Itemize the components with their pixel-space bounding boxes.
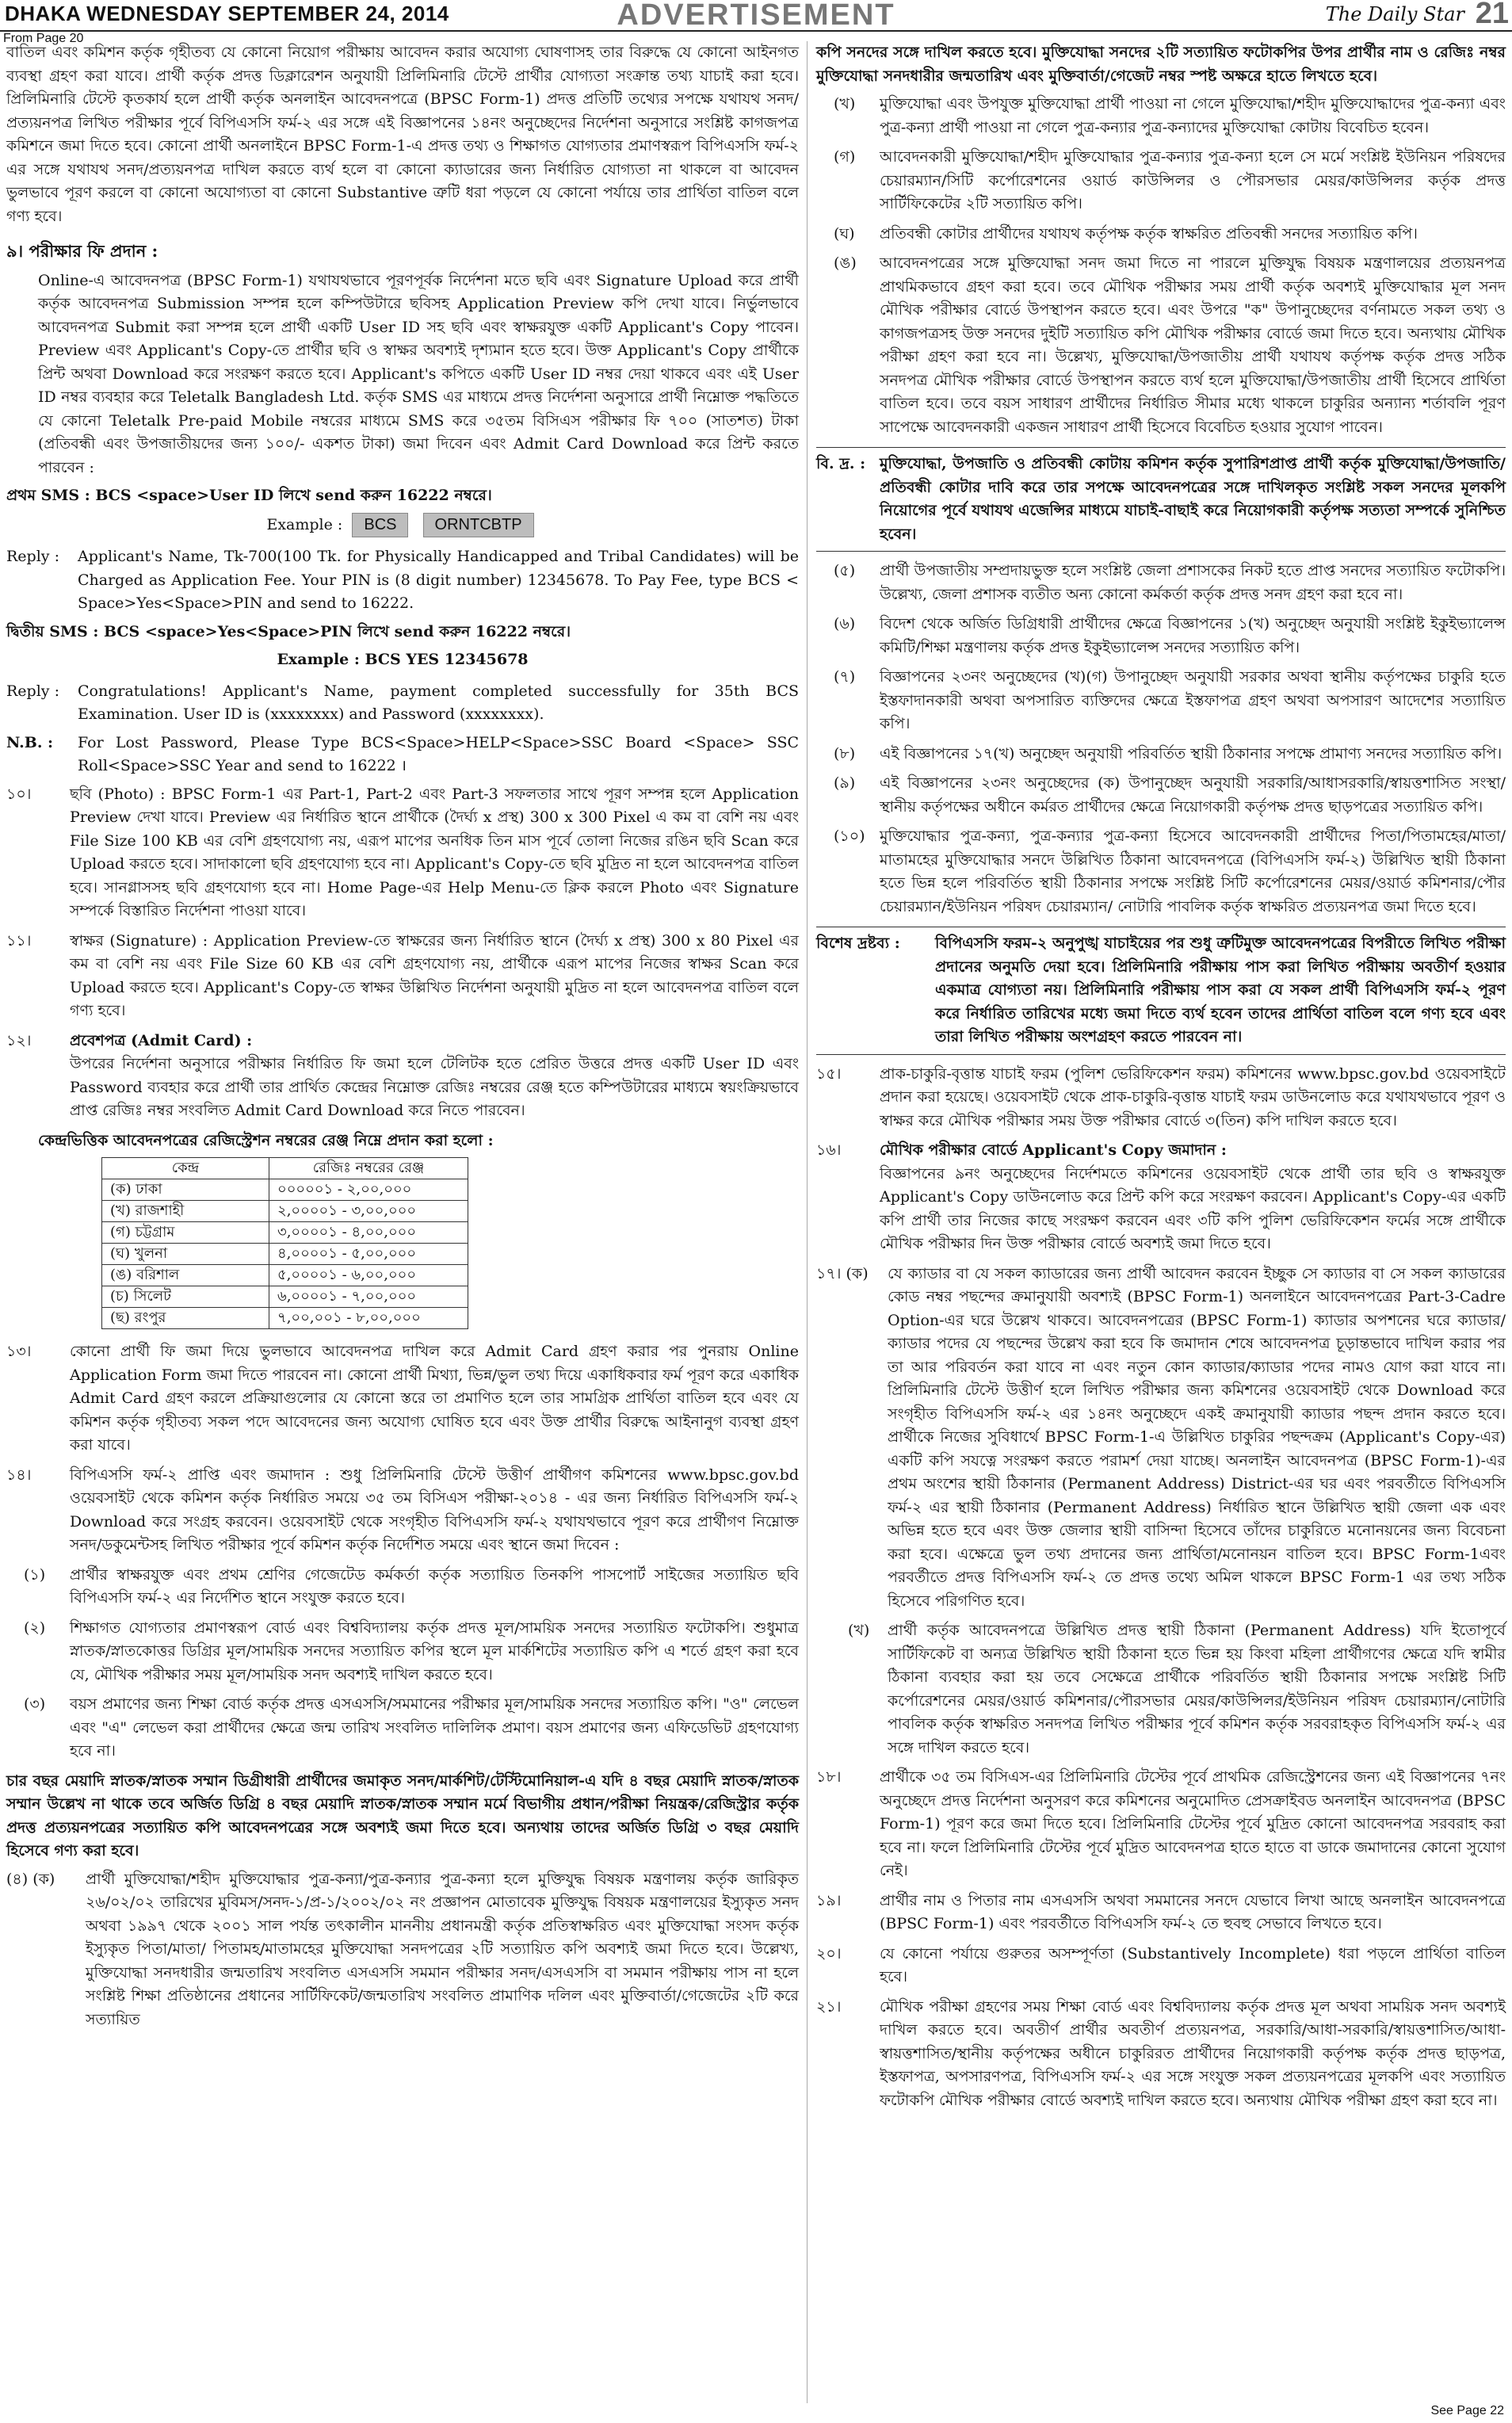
section-10-body: ছবি (Photo) : BPSC Form-1 এর Part-1, Part-2 এবং Part-3 সফলতার সাথে পূরণ সম্পন্ন হলে Application Preview দেখা যাবে। Preview এর নির্ধারিত স্থানে প্রার্থীকে (দৈর্ঘ্য x প্রস্থ) 300 x 300 Pixel এ কম বা বেশি নয় এবং File Size 100 KB এর বেশি গ্রহণযোগ্য নয়, এরূপ মাপের অনধিক তিন মাস পূর্বে তোলা নিজের রঙিন ছবি Scan করে Upload করতে হবে। সাদাকালো ছবি গ্রহণযোগ্য হবে না। Applicant's Copy-তে ছবি মুদ্রিত না হলে আবেদনপত্র বাতিল হবে। সানগ্লাসসহ ছবি গ্রহণযোগ্য হবে না। Home Page-এর Help Menu-তে ক্লিক করলে Photo এবং Signature সম্পর্কে বিস্তারিত নির্দেশনা পাওয়া যাবে। [70,785,799,919]
list-item-text: এই বিজ্ঞাপনের ২৩নং অনুচ্ছেদের (ক) উপানুচ্ছেদ অনুযায়ী সরকারি/আধাসরকারি/স্বায়ত্তশাসিত সংস্থা/স্থানীয় কর্তৃপক্ষের অধীনে কর্মরত প্রার্থীদের ক্ষেত্রে নিয়োগকারী কর্তৃপক্ষ প্রদত্ত ছাড়পত্রের সত্যায়িত কপি। [880,774,1506,816]
list-item-text: প্রার্থী মুক্তিযোদ্ধা/শহীদ মুক্তিযোদ্ধার পুত্র-কন্যা/পুত্র-কন্যার পুত্র-কন্যা হলে মুক্তিযুদ্ধ বিষয়ক মন্ত্রণালয় কর্তৃক জারিকৃত ২৬/০২/০২ তারিখের মুবিমস/সনদ-১/প্র-১/২০০২/০২ নং প্রজ্ঞাপন মোতাবেক মুক্তিযুদ্ধ বিষয়ক মন্ত্রণালয়ের ইস্যুকৃত সনদ অথবা ১৯৯৭ থেকে ২০০১ সাল পর্যন্ত তৎকালীন মাননীয় প্রধানমন্ত্রী কর্তৃক প্রতিস্বাক্ষরিত এবং মুক্তিযোদ্ধা সংসদ কর্তৃক ইস্যুকৃত পিতা/মাতা/ পিতামহ/মাতামহের মুক্তিযোদ্ধা সনদপত্রের ২টি সত্যায়িত কপি অবশ্যই জমা দিতে হবে। উল্লেখ্য, মুক্তিযোদ্ধা সনদধারীর জন্মতারিখ সংবলিত এসএসসি সমমান পরীক্ষার সনদ/এসএসসি বা সমমান পরীক্ষায় পাস না হলে সংশ্লিষ্ট শিক্ষা প্রতিষ্ঠানের প্রধানের সার্টিফিকেট/জন্মতারিখ সংবলিত প্রামাণিক দলিল এবং মুক্তিবার্তা/গেজেটের ২টি করে সত্যায়িত [86,1870,799,2028]
section-number: ১২। [6,1031,32,1049]
list-item [816,613,1506,659]
section-number: (খ) [848,1622,870,1639]
section-number: ১১। [6,931,32,950]
nb-text: For Lost Password, Please Type BCS<Space>HELP<Space>SSC Board <Space> SSC Roll<Space>SSC Year and send to 16222 । [78,733,799,774]
table-cell: ২,০০০০১ - ৩,০০,০০০ [269,1201,468,1222]
list-item-number: (৩) [24,1695,46,1713]
registration-range-table [101,1157,468,1329]
table-row [102,1179,468,1201]
column-divider [807,41,808,2403]
from-page-link[interactable]: From Page 20 [3,32,84,45]
sms-1-example [6,513,799,538]
section-title: ADVERTISEMENT [617,0,895,32]
sms-2: দ্বিতীয় SMS : BCS <space>Yes<Space>PIN লিখে send করুন 16222 নম্বরে। [6,622,571,640]
table-header: রেজিঃ নম্বরের রেঞ্জ [269,1158,468,1179]
list-item-text: বিদেশ থেকে অর্জিত ডিগ্রিধারী প্রার্থীদের ক্ষেত্রে বিজ্ঞাপনের ১(খ) অনুচ্ছেদ অনুযায়ী সংশ্লিষ্ট ইকুইভ্যালেন্স কমিটি/শিক্ষা মন্ত্রণালয় কর্তৃক প্রদত্ত ইকুইভ্যালেন্স সনদের সত্যায়িত কপি। [880,615,1506,656]
special-note-label: বিশেষ দ্রষ্টব্য : [816,934,900,952]
special-note [816,927,1506,1055]
right-column [816,41,1506,2119]
note-block [816,447,1506,552]
section-19 [816,1890,1506,1936]
section-11 [6,930,799,1023]
section-16-content [880,1139,1506,1256]
section-16 [816,1139,1506,1256]
nb-note [6,732,799,778]
section-number: ১৬। [816,1141,842,1159]
note-label: বি. দ্র. : [816,455,866,472]
list-item-text: এই বিজ্ঞাপনের ১৭(খ) অনুচ্ছেদ অনুযায়ী পরিবর্তিত স্থায়ী ঠিকানার সপক্ষে প্রামাণ্য সনদের সত্যায়িত কপি। [880,744,1502,762]
list-item-text: আবেদনপত্রের সঙ্গে মুক্তিযোদ্ধা সনদ জমা দিতে না পারলে মুক্তিযুদ্ধ বিষয়ক মন্ত্রণালয়ের প্রত্যয়নপত্র প্রাথমিকভাবে গ্রহণ করা হবে। তবে মৌখিক পরীক্ষার সময় প্রার্থী কর্তৃক অবশ্যই মুক্তিযোদ্ধার মূল সনদ মৌখিক পরীক্ষার বোর্ডে উপস্থাপন করতে হবে। এবং উপরে "ক" উপানুচ্ছেদের বর্ণনামতে সকল তথ্য ও কাগজপত্রসহ উক্ত সনদের দুইটি সত্যায়িত কপি মৌখিক পরীক্ষার বোর্ডে জমা দিতে হবে। অন্যথায় মৌখিক পরীক্ষা গ্রহণ করা হবে না। উল্লেখ্য, মুক্তিযোদ্ধা/উপজাতীয় প্রার্থী যথাযথ কর্তৃপক্ষ কর্তৃক প্রদত্ত সঠিক সনদপত্র মৌখিক পরীক্ষার বোর্ডে উপস্থাপন করতে ব্যর্থ হলে মুক্তিযোদ্ধা/উপজাতীয় প্রার্থী হিসেবে প্রার্থিতা বাতিল হবে। তবে বয়স সাধারণ প্রার্থীদের নির্ধারিত সীমার মধ্যে থাকলে চাকুরির অন্যান্য শর্তাবলি পূরণ সাপেক্ষে আবেদনকারী একজন সাধারণ প্রার্থী হিসেবে বিবেচিত হওয়ার সুযোগ পাবেন। [880,254,1506,436]
section-number: ১৯। [816,1891,842,1909]
section-number: ২১। [816,1997,842,2016]
section-number: ১০। [6,785,32,803]
masthead [0,0,1512,32]
table-cell: (ঘ) খুলনা [102,1244,269,1265]
list-item [816,223,1506,247]
list-item-number: (খ) [834,95,856,113]
page-number: 21 [1475,0,1509,30]
list-item-text: প্রতিবন্ধী কোটার প্রার্থীদের যথাযথ কর্তৃপক্ষ কর্তৃক স্বাক্ষরিত প্রতিবন্ধী সনদের সত্যায়িত কপি। [880,224,1418,243]
note-text: মুক্তিযোদ্ধা, উপজাতি ও প্রতিবন্ধী কোটায় কমিশন কর্তৃক সুপারিশপ্রাপ্ত প্রার্থী কর্তৃক মুক্তিযোদ্ধা/উপজাতি/প্রতিবন্ধী কোটার দাবি করে তার সপক্ষে আবেদনপত্রের সঙ্গে দাখিলকৃত সংশ্লিষ্ট সকল সনদের মূলকপি নিয়োগের পূর্বে যথাযথ এজেন্সির মাধ্যমে যাচাই-বাছাই করে নিয়োগকারী কর্তৃপক্ষ সত্যতা সম্পর্কে সুনিশ্চিত হবেন। [880,455,1506,543]
masthead-date-text: WEDNESDAY SEPTEMBER 24, 2014 [86,2,449,25]
range-table-caption: কেন্দ্রভিত্তিক আবেদনপত্রের রেজিস্ট্রেশন নম্বরের রেঞ্জ নিম্নে প্রদান করা হলো : [38,1131,494,1149]
section-18-body: প্রার্থীকে ৩৫ তম বিসিএস-এর প্রিলিমিনারি টেস্টের পূর্বে প্রাথমিক রেজিস্ট্রেশনের জন্য এই বিজ্ঞাপনের ৭নং অনুচ্ছেদে প্রদত্ত নির্দেশনা অনুসরণ করে কমিশনের অনুমোদিত প্রেসক্রাইবড অনলাইন আবেদনপত্র (BPSC Form-1) পূরণ করে জমা দিতে হবে। প্রিলিমিনারি টেস্টের পূর্বে মুদ্রিত কোনো আবেদনপত্র সরবরাহ করা হবে না। ফলে প্রিলিমিনারি টেস্টের পূর্বে মুদ্রিত আবেদনপত্র হাতে হাতে বা ডাকে জমাদানের কোনো সুযোগ নেই। [880,1768,1506,1879]
section-16-body: বিজ্ঞাপনের ৯নং অনুচ্ছেদের নির্দেশমতে কমিশনের ওয়েবসাইট থেকে প্রার্থী তার ছবি ও স্বাক্ষরযুক্ত Applicant's Copy ডাউনলোড করে প্রিন্ট কপি করে সংরক্ষণ করবেন। Applicant's Copy-এর একটি কপি প্রার্থী তার নিজের কাছে সংরক্ষণ করবেন এবং ৩টি কপি পুলিশ ভেরিফিকেশন ফর্মের সঙ্গে প্রার্থীকে মৌখিক পরীক্ষার দিন উক্ত পরীক্ষার বোর্ডে অবশ্যই জমা দিতে হবে। [880,1164,1506,1252]
list-item-number: (১০) [834,827,865,845]
table-cell: ৫,০০০০১ - ৬,০০,০০০ [269,1265,468,1286]
section-14 [6,1464,799,1557]
example-box-bcs: BCS [352,513,408,538]
list-item-number: (৭) [834,668,856,686]
table-cell: ৩,০০০০১ - ৪,০০,০০০ [269,1222,468,1244]
section-18 [816,1766,1506,1883]
special-note-text: বিপিএসসি ফরম-২ অনুপুঙ্খ যাচাইয়ের পর শুধু ত্রুটিমুক্ত আবেদনপত্রের বিপরীতে লিখিত পরীক্ষা প্রদানের অনুমতি দেয়া হবে। প্রিলিমিনারি পরীক্ষায় পাস করা লিখিত পরীক্ষায় অবতীর্ণ হওয়ার একমাত্র যোগ্যতা নয়। প্রিলিমিনারি পরীক্ষায় পাস করা যে সকল প্রার্থী বিপিএসসি ফর্ম-২ পূরণ করে নির্ধারিত তারিখের মধ্যে জমা দিতে ব্যর্থ হবেন তাদের প্রার্থিতা বাতিল বলে গণ্য হবে এবং তারা লিখিত পরীক্ষায় অংশগ্রহণ করতে পারবেন না। [935,934,1506,1045]
table-row [102,1244,468,1265]
section-10 [6,783,799,923]
table-row [102,1265,468,1286]
section-19-body: প্রার্থীর নাম ও পিতার নাম এসএসসি অথবা সমমানের সনদে যেভাবে লিখা আছে অনলাইন আবেদনপত্রে (BPSC Form-1) এবং পরবর্তীতে বিপিএসসি ফর্ম-২ তে হুবহু সেভাবে লিখতে হবে। [880,1891,1506,1932]
section-21 [816,1996,1506,2113]
list-item [816,93,1506,139]
table-cell: ০০০০০১ - ২,০০,০০০ [269,1179,468,1201]
list-item-number: (ঘ) [834,224,855,243]
section-14-body: বিপিএসসি ফর্ম-২ প্রাপ্তি এবং জমাদান : শুধু প্রিলিমিনারি টেস্টে উত্তীর্ণ প্রার্থীগণ কমিশনের www.bpsc.gov.bd ওয়েবসাইট থেকে কমিশন কর্তৃক নির্ধারিত সময়ে ৩৫ তম বিসিএস পরীক্ষা-২০১৪ - এর জন্য নির্ধারিত বিপিএসসি ফর্ম-২ Download করে সংগ্রহ করবেন। ওয়েবসাইট থেকে সংগৃহীত বিপিএসসি ফর্ম-২ যথাযথভাবে পূরণ করে প্রার্থীগণ নিম্নোক্ত সনদ/ডকুমেন্টসহ লিখিত পরীক্ষার পূর্বে কমিশন কর্তৃক নির্দেশিত সময়ে এবং স্থানে জমা দিবেন : [70,1466,799,1554]
masthead-city: DHAKA [5,2,81,25]
continued-paragraph: কপি সনদের সঙ্গে দাখিল করতে হবে। মুক্তিযোদ্ধা সনদের ২টি সত্যায়িত ফটোকপির উপর প্রার্থীর নাম ও রেজিঃ নম্বর মুক্তিযোদ্ধা সনদধারীর জন্মতারিখ এবং মুক্তিবার্তা/গেজেট নম্বর স্পষ্ট অক্ষরে হাতে লিখতে হবে। [816,44,1506,85]
sms-2-example: Example : BCS YES 12345678 [277,651,529,668]
section-9-title: ৯। পরীক্ষার ফি প্রদান : [6,241,158,261]
table-cell: (চ) সিলেট [102,1286,269,1308]
sms-1: প্রথম SMS : BCS <space>User ID লিখে send করুন 16222 নম্বরে। [6,487,492,504]
section-15 [816,1063,1506,1133]
brand-logo: The Daily Star [1325,3,1464,25]
section-number: ১৫। [816,1064,842,1083]
list-item-text: শিক্ষাগত যোগ্যতার প্রমাণস্বরূপ বোর্ড এবং বিশ্ববিদ্যালয় কর্তৃক প্রদত্ত মূল/সাময়িক সনদের সত্যায়িত ফটোকপি। শুধুমাত্র স্নাতক/স্নাতকোত্তর ডিগ্রির মূল/সাময়িক সনদের সত্যায়িত কপির স্থলে মূল মার্কশিটের সত্যায়িত কপি এ শর্তে গ্রহণ করা হবে যে, মৌখিক পরীক্ষার সময় মূল/সাময়িক সনদ অবশ্যই দাখিল করতে হবে। [70,1619,799,1683]
list-item [816,666,1506,736]
section-number: ২০। [816,1944,842,1962]
table-header: কেন্দ্র [102,1158,269,1179]
list-item [816,146,1506,216]
section-number: ১৪। [6,1466,32,1484]
table-cell: (গ) চট্টগ্রাম [102,1222,269,1244]
list-item [6,1693,799,1764]
list-item-number: (২) [24,1619,46,1637]
reply-1 [6,545,799,616]
nb-label: N.B. : [6,733,54,751]
section-17a [816,1263,1506,1614]
list-item-number: (৮) [834,744,856,762]
table-cell: (ছ) রংপুর [102,1308,269,1329]
section-17b-body: প্রার্থী কর্তৃক আবেদনপত্রে উল্লিখিত প্রদত্ত স্থায়ী ঠিকানা (Permanent Address) যদি ইতোপূর্বে সার্টিফিকেট বা অন্যত্র উল্লিখিত স্থায়ী ঠিকানা হতে ভিন্ন হয় কিংবা মহিলা প্রার্থীগণের ক্ষেত্রে যদি স্বামীর ঠিকানা ব্যবহার করা হয় তবে সেক্ষেত্রে প্রার্থীকে পরিবর্তিত স্থায়ী ঠিকানার সপক্ষে সংশ্লিষ্ট সিটি কর্পোরেশনের মেয়র/ওয়ার্ড কমিশনার/পৌরসভার মেয়র/কাউন্সিলর/ইউনিয়ন পরিষদ চেয়ারম্যান/নোটারি পাবলিক কর্তৃক স্বাক্ষরিত সনদপত্র লিখিত পরীক্ষার পূর্বে কমিশন কর্তৃক সরবরাহকৃত বিপিএসসি ফর্ম-২ এর সঙ্গে দাখিল করতে হবে। [888,1622,1506,1756]
section-17a-body: যে ক্যাডার বা যে সকল ক্যাডারের জন্য প্রার্থী আবেদন করবেন ইচ্ছুক সে ক্যাডার বা সে সকল ক্যাডারের কোড নম্বর পছন্দের ক্রমানুযায়ী অবশ্যই (BPSC Form-1) অনলাইনে আবেদনপত্রের Part-3-Cadre Option-এর ঘরে উল্লেখ থাকবে। আবেদনপত্রের (BPSC Form-1) ক্যাডার অপশনের ঘরে ক্যাডার/ক্যাডার পদের যে পছন্দের উল্লেখ করা হবে কি জমাদান শেষে আবেদনপত্র চূড়ান্তভাবে দাখিল করার পর তা আর পরিবর্তন করা যাবে না এবং নতুন কোন ক্যাডার/ক্যাডার পদের নামও যোগ করা যাবে না। প্রিলিমিনারি টেস্টে উত্তীর্ণ হলে লিখিত পরীক্ষার জন্য কমিশনের ওয়েবসাইট থেকে Download করে সংগৃহীত বিপিএসসি ফর্ম-২ এর ১৪নং অনুচ্ছেদে একই ক্রমানুযায়ী ক্যাডার পছন্দ প্রদান করতে হবে। প্রার্থীকে নিজের সুবিধার্থে BPSC Form-1-এ উল্লিখিত চাকুরির পছন্দক্রম (Applicant's Copy-এর) একটি কপি সযত্নে সংরক্ষণ করতে পরামর্শ দেয়া যাচ্ছে। অনলাইন আবেদনপত্র (BPSC Form-1)-এর প্রথম অংশের স্থায়ী ঠিকানার (Permanent Address) District-এর ঘর এবং পরবর্তীতে বিপিএসসি ফর্ম-২ এর স্থায়ী ঠিকানার (Permanent Address) নির্ধারিত স্থানে উল্লিখিত স্থায়ী জেলা এক এবং অভিন্ন হতে হবে এবং উক্ত জেলার স্থায়ী বাসিন্দা হিসেবে তাঁদের চাকুরিতে মনোনয়নের জন্য বিবেচনা করা হবে। এক্ষেত্রে ভুল তথ্য প্রদানের জন্য প্রার্থিতা/মনোনয়ন বাতিল হবে। BPSC Form-1এবং পরবর্তীতে প্রদত্ত বিপিএসসি ফর্ম-২ তে প্রদত্ত তথ্যে অমিল থাকলে BPSC Form-1 এর তথ্য সঠিক হিসেবে পরিগণিত হবে। [888,1264,1506,1610]
reply-label: Reply : [6,682,59,700]
table-row [102,1201,468,1222]
reply-text: Applicant's Name, Tk-700(100 Tk. for Physically Handicapped and Tribal Candidates) will be Charged as Application Fee. Your PIN is (8 digit number) 12345678. To Pay Fee, type BCS < Space>Yes<Space>PIN and send to 16222. [78,548,799,612]
section-17b [816,1619,1506,1760]
table-row [102,1222,468,1244]
section-12-content [70,1030,799,1123]
section-13 [6,1340,799,1458]
list-item-text: মুক্তিযোদ্ধার পুত্র-কন্যা, পুত্র-কন্যার পুত্র-কন্যা হিসেবে আবেদনকারী প্রার্থীদের পিতা/পিতামহের/মাতা/মাতামহের মুক্তিযোদ্ধার সনদে উল্লিখিত ঠিকানা আবেদনপত্রে (বিপিএসসি ফর্ম-২) উল্লিখিত স্থায়ী ঠিকানা হতে ভিন্ন হলে পরিবর্তিত স্থায়ী ঠিকানার সপক্ষে সংশ্লিষ্ট সিটি কর্পোরেশনের মেয়র/ওয়ার্ড কমিশনার/পৌর চেয়ারম্যান/ইউনিয়ন পরিষদ চেয়ারম্যান/ নোটারি পাবলিক কর্তৃক স্বাক্ষরিত প্রত্যয়নপত্র জমা দিতে হবে। [880,827,1506,915]
list-item-text: আবেদনকারী মুক্তিযোদ্ধা/শহীদ মুক্তিযোদ্ধার পুত্র-কন্যার পুত্র-কন্যা হলে সে মর্মে সংশ্লিষ্ট ইউনিয়ন পরিষদের চেয়ারম্যান/সিটি কর্পোরেশনের ওয়ার্ড কাউন্সিলর ও পৌরসভার মেয়র/কাউন্সিলর কর্তৃক প্রদত্ত সার্টিফিকেটের ২টি সত্যায়িত কপি। [880,148,1506,212]
section-13-body: কোনো প্রার্থী ফি জমা দিয়ে ভুলভাবে আবেদনপত্র দাখিল করে Admit Card গ্রহণ করার পর পুনরায় Online Application Form জমা দিতে পারবেন না। কোনো প্রার্থী মিথ্যা, ভিন্ন/ভুল তথ্য দিয়ে একাধিকবার ফর্ম পূরণ করে একাধিক Admit Card গ্রহণ করলে প্রক্রিয়াগুলোর যে কোনো স্তরে তা প্রমাণিত হলে তার সামগ্রিক প্রার্থিতা বাতিল হবে এবং যে কমিশন কর্তৃক গৃহীতব্য সকল পদে আবেদনের জন্য অযোগ্য ঘোষিত হবে এবং উক্ত প্রার্থীর বিরুদ্ধে আইনানুগ ব্যবস্থা গ্রহণ করা যাবে। [70,1343,799,1454]
table-header-row [102,1158,468,1179]
left-column [6,41,799,2038]
table-cell: ৭,০০,০০১ - ৮,০০,০০০ [269,1308,468,1329]
section-14-item-4 [6,1868,799,2032]
section-number: ১৮। [816,1768,842,1786]
table-cell: (ক) ঢাকা [102,1179,269,1201]
list-item-text: প্রার্থীর স্বাক্ষরযুক্ত এবং প্রথম শ্রেণির গেজেটেড কর্মকর্তা কর্তৃক সত্যায়িত তিনকপি পাসপোর্ট সাইজের সত্যায়িত ছবি বিপিএসসি ফর্ম-২ এর নির্দেশিত স্থানে সংযুক্ত করতে হবে। [70,1565,799,1607]
example-box-userid: ORNTCBTP [423,513,534,538]
list-item-number: (গ) [834,148,856,166]
list-item-text: বয়স প্রমাণের জন্য শিক্ষা বোর্ড কর্তৃক প্রদত্ত এসএসসি/সমমানের পরীক্ষার মূল/সাময়িক সনদের সত্যায়িত কপি। "ও" লেভেল এবং "এ" লেভেল করা প্রার্থীদের ক্ষেত্রে জন্ম তারিখ সংবলিত দালিলিক প্রমাণ। বয়স প্রমাণের জন্য এফিডেভিট গ্রহণযোগ্য হবে না। [70,1695,799,1760]
section-15-body: প্রাক-চাকুরি-বৃত্তান্ত যাচাই ফরম (পুলিশ ভেরিফিকেশন ফরম) কমিশনের www.bpsc.gov.bd ওয়েবসাইটে প্রদান করা হয়েছে। ওয়েবসাইট থেকে প্রাক-চাকুরি-বৃত্তান্ত যাচাই ফরম ডাউনলোড করে যথাযথভাবে পূরণ ও স্বাক্ষর করে মৌখিক পরীক্ষার সময় উক্ত পরীক্ষার বোর্ডে ৩(তিন) কপি দাখিল করতে হবে। [880,1064,1506,1129]
section-12-title: প্রবেশপত্র (Admit Card) : [70,1031,253,1049]
reply-label: Reply : [6,548,59,565]
reply-2 [6,680,799,727]
list-item-number: (৬) [834,615,856,633]
four-year-degree-note: চার বছর মেয়াদি স্নাতক/স্নাতক সম্মান ডিগ্রীধারী প্রার্থীদের জমাকৃত সনদ/মার্কশিট/টেস্টিমোনিয়াল-এ যদি ৪ বছর মেয়াদি স্নাতক/স্নাতক সম্মান উল্লেখ না থাকে তবে অর্জিত ডিগ্রি ৪ বছর মেয়াদি স্নাতক/স্নাতক সম্মান মর্মে বিভাগীয় প্রধান/পরীক্ষা নিয়ন্ত্রক/রেজিস্ট্রার কর্তৃক প্রদত্ত প্রত্যয়নপত্রের সত্যায়িত কপি আবেদনপত্রের সঙ্গে অবশ্যই জমা দিতে হবে। অন্যথায় তাদের অর্জিত ডিগ্রি ৩ বছর মেয়াদি হিসেবে গণ্য করা হবে। [6,1771,799,1859]
see-page-link[interactable]: See Page 22 [1430,2404,1504,2417]
section-12-body: উপরের নির্দেশনা অনুসারে পরীক্ষার নির্ধারিত ফি জমা হলে টেলিটক হতে প্রেরিত উত্তরে প্রদত্ত একটি User ID এবং Password ব্যবহার করে প্রার্থী তার প্রার্থিত কেন্দ্রের নিম্নোক্ত রেজিঃ নম্বরের রেঞ্জ হতে কম্পিউটারের মাধ্যমে স্বয়ংক্রিয়ভাবে প্রাপ্ত রেজিঃ নম্বর সংবলিত Admit Card Download করে নিতে পারবেন। [70,1055,799,1119]
section-14-list [6,1564,799,1764]
list-item [816,825,1506,919]
section-20-body: যে কোনো পর্যায়ে গুরুতর অসম্পূর্ণতা (Substantively Incomplete) ধরা পড়লে প্রার্থিতা বাতিল হবে। [880,1944,1506,1985]
list-item-number: (৪) (ক) [6,1870,55,1888]
list-item [816,772,1506,819]
table-cell: ৪,০০০০১ - ৫,০০,০০০ [269,1244,468,1265]
list-item-number: (ঙ) [834,254,857,272]
reply-text: Congratulations! Applicant's Name, payment completed successfully for 35th BCS Examination. User ID is (xxxxxxxx) and Password (xxxxxxxx). [78,682,799,723]
list-item [6,1564,799,1611]
table-cell: (ঙ) বরিশাল [102,1265,269,1286]
section-number: ১৭। (ক) [816,1264,869,1282]
section-11-body: স্বাক্ষর (Signature) : Application Preview-তে স্বাক্ষরের জন্য নির্ধারিত স্থানে (দৈর্ঘ্য x প্রস্থ) 300 x 80 Pixel এর কম বা বেশি নয় এবং File Size 60 KB এর বেশি গ্রহণযোগ্য নয়, প্রার্থীকে এরূপ মাপের নিজের স্বাক্ষর Scan করে Upload করতে হবে। Applicant's Copy-তে স্বাক্ষর উল্লিখিত নির্দেশনা অনুযায়ী মুদ্রিত না হলে আবেদনপত্র বাতিল বলে গণ্য হবে। [70,931,799,1019]
table-row [102,1286,468,1308]
list-item [816,560,1506,606]
table-row [102,1308,468,1329]
table-cell: ৬,০০০০১ - ৭,০০,০০০ [269,1286,468,1308]
table-cell: (খ) রাজশাহী [102,1201,269,1222]
list-item-text: প্রার্থী উপজাতীয় সম্প্রদায়ভুক্ত হলে সংশ্লিষ্ট জেলা প্রশাসকের নিকট হতে প্রাপ্ত সনদের সত্যায়িত ফটোকপি। উল্লেখ্য, জেলা প্রশাসক ব্যতীত অন্য কোনো কর্মকর্তা কর্তৃক প্রদত্ত সনদ গ্রহণ করা হবে না। [880,562,1506,603]
list-item-text: মুক্তিযোদ্ধা এবং উপযুক্ত মুক্তিযোদ্ধা প্রার্থী পাওয়া না গেলে মুক্তিযোদ্ধা/শহীদ মুক্তিযোদ্ধাদের পুত্র-কন্যা এবং পুত্র-কন্যা প্রার্থী পাওয়া না গেলে পুত্র-কন্যার পুত্র-কন্যাদের মুক্তিযোদ্ধা কোটায় বিবেচিত হবেন। [880,95,1506,136]
section-16-title: মৌখিক পরীক্ষার বোর্ডে Applicant's Copy জমাদান : [880,1141,1227,1159]
list-item-number: (৯) [834,774,856,792]
section-21-body: মৌখিক পরীক্ষা গ্রহণের সময় শিক্ষা বোর্ড এবং বিশ্ববিদ্যালয় কর্তৃক প্রদত্ত মূল অথবা সাময়িক সনদ অবশ্যই দাখিল করতে হবে। অবতীর্ণ প্রার্থীর অবতীর্ণ প্রত্যয়নপত্র, সরকারি/আধা-সরকারি/স্বায়ত্তশাসিত/আধা-স্বায়ত্তশাসিত/স্থানীয় কর্তৃপক্ষের অধীনে চাকুরিরত প্রার্থীদের নিয়োগকারী কর্তৃপক্ষ কর্তৃক প্রদত্ত ছাড়পত্র, ইস্তফাপত্র, অপসারণপত্র, বিপিএসসি ফর্ম-২ এর সঙ্গে সংযুক্ত সকল প্রত্যয়নপত্রের মূলকপি এবং সত্যায়িত ফটোকপি মৌখিক পরীক্ষার বোর্ডে অবশ্যই দাখিল করতে হবে। অন্যথায় মৌখিক পরীক্ষা গ্রহণ করা হবে না। [880,1997,1506,2109]
section-12 [6,1030,799,1123]
list-item [816,743,1506,766]
intro-paragraph: বাতিল এবং কমিশন কর্তৃক গৃহীতব্য যে কোনো নিয়োগ পরীক্ষায় আবেদন করার অযোগ্য ঘোষণাসহ তার বিরুদ্ধে যে কোনো আইনগত ব্যবস্থা গ্রহণ করা যাবে। প্রার্থী কর্তৃক প্রদত্ত ডিক্লারেশন অনুযায়ী প্রিলিমিনারি টেস্টে প্রার্থীর যোগ্যতা সংক্রান্ত তথ্য যাচাই করা হবে। প্রিলিমিনারি টেস্টে কৃতকার্য হলে প্রার্থী কর্তৃক অনলাইন আবেদনপত্রে (BPSC Form-1) প্রদত্ত প্রতিটি তথ্যের সপক্ষে যথাযথ সনদ/প্রত্যয়নপত্র লিখিত পরীক্ষার পূর্বে বিপিএসসি ফর্ম-২ এর সঙ্গে এই বিজ্ঞাপনের ১৪নং অনুচ্ছেদের নির্দেশনা অনুসারে সংশ্লিষ্ট কাগজপত্র কমিশনে জমা দিতে হবে। কোনো প্রার্থী অনলাইনে BPSC Form-1-এ প্রদত্ত তথ্য ও শিক্ষাগত যোগ্যতার প্রমাণস্বরূপ বিপিএসসি ফর্ম-২ এর সঙ্গে যথাযথ সনদ/প্রত্যয়নপত্র দাখিল করতে ব্যর্থ হলে বা কোনো ক্যাডারের জন্য নির্ধারিত যোগ্যতা না থাকলে বা আবেদন ভুলভাবে পূরণ করলে বা কোনো অযোগ্যতা বা কোনো Substantive ত্রুটি ধরা পড়লে যে কোনো পর্যায়ে তার প্রার্থিতা বাতিল বলে গণ্য হবে। [6,44,799,225]
list-item-number: (১) [24,1565,46,1584]
list-item-number: (৫) [834,562,856,579]
list-item [6,1617,799,1687]
documents-list-continued [816,560,1506,919]
list-item [816,252,1506,439]
example-label: Example : [266,515,343,533]
section-number: ১৩। [6,1343,32,1360]
list-item-text: বিজ্ঞাপনের ২৩নং অনুচ্ছেদের (খ)(গ) উপানুচ্ছেদ অনুযায়ী সরকার অথবা স্থানীয় কর্তৃপক্ষের চাকুরি হতে ইস্তফাদানকারী অথবা অপসারিত ব্যক্তিদের ক্ষেত্রে ইস্তফাপত্র গ্রহণ অথবা অপসারণ আদেশের সত্যায়িত কপি। [880,668,1506,732]
quota-documents-list [816,93,1506,439]
section-20 [816,1943,1506,1989]
section-9-body: Online-এ আবেদনপত্র (BPSC Form-1) যথাযথভাবে পূরণপূর্বক নির্দেশনা মতে ছবি এবং Signature Upload করে প্রার্থী কর্তৃক আবেদনপত্র Submission সম্পন্ন হলে কম্পিউটারে ছবিসহ Application Preview কপি দেখা যাবে। নির্ভুলভাবে আবেদনপত্র Submit করা সম্পন্ন হলে প্রার্থী একটি User ID সহ ছবি এবং স্বাক্ষরযুক্ত একটি Applicant's Copy পাবেন। Preview এবং Applicant's Copy-তে প্রার্থীর ছবি ও স্বাক্ষর অবশ্যই দৃশ্যমান হতে হবে। উক্ত Applicant's Copy প্রার্থীকে প্রিন্ট অথবা Download করে সংরক্ষণ করতে হবে। Applicant's কপিতে একটি User ID নম্বর দেয়া থাকবে এবং এই User ID নম্বর ব্যবহার করে Teletalk Bangladesh Ltd. কর্তৃক SMS এর মাধ্যমে প্রদত্ত নির্দেশনা অনুসারে প্রার্থী নিম্নোক্ত পদ্ধতিতে যে কোনো Teletalk Pre-paid Mobile নম্বরের মাধ্যমে SMS করে ৩৫তম বিসিএস পরীক্ষার ফি ৭০০ (সাতশত) টাকা (প্রতিবন্ধী এবং উপজাতীয়দের জন্য ১০০/- একশত টাকা) জমা দিবেন এবং Admit Card Download করে প্রিন্ট করতে পারবেন : [38,271,799,476]
